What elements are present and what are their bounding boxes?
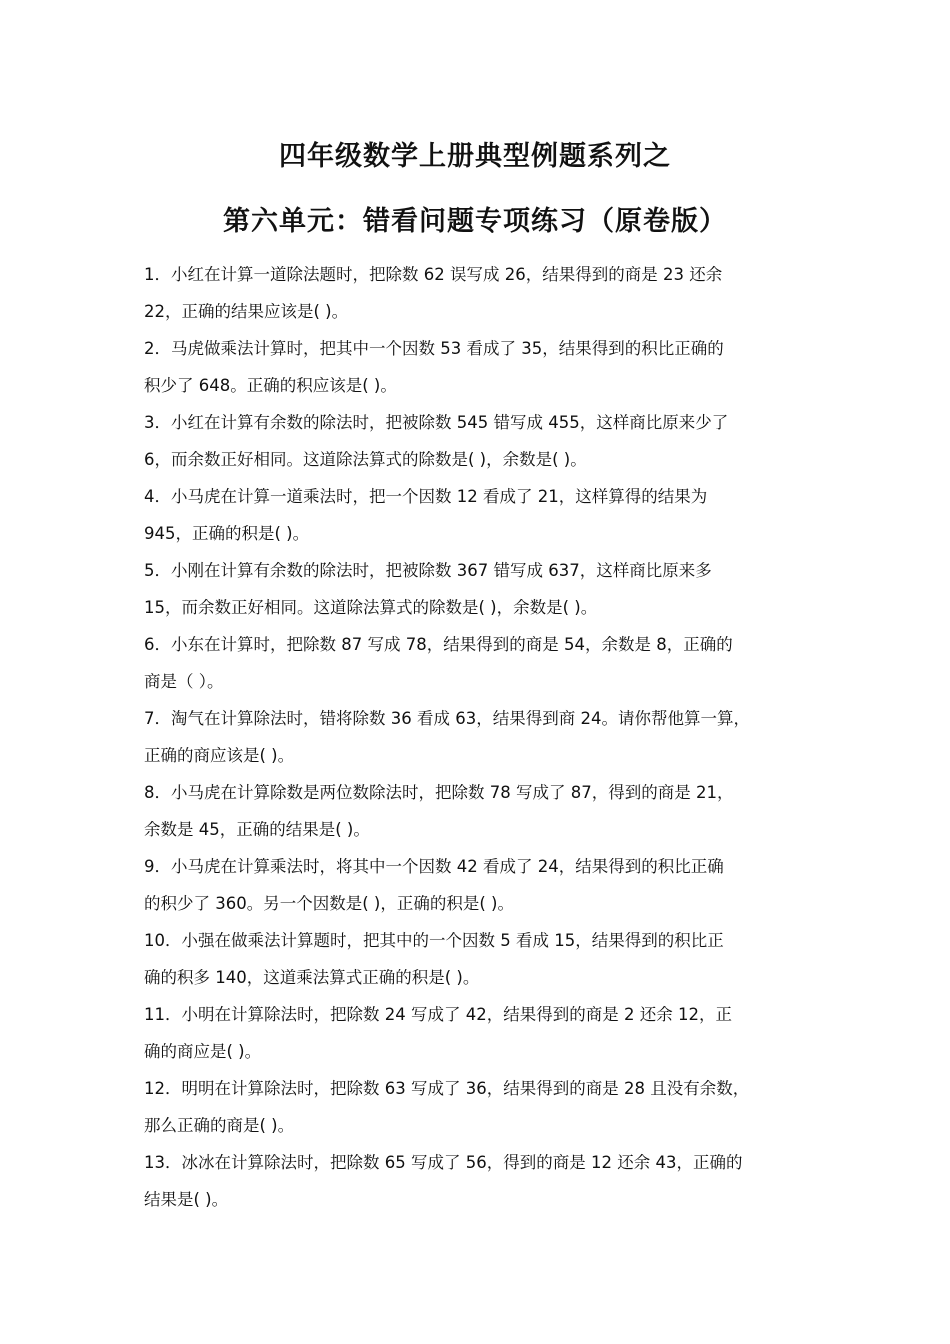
question-line: 结果是( )。 — [144, 1190, 229, 1209]
question-line: 6．小东在计算时，把除数 87 写成 78，结果得到的商是 54，余数是 8，正确的 — [144, 635, 733, 654]
question-line: 7．淘气在计算除法时，错将除数 36 看成 63，结果得到商 24。请你帮他算一算， — [144, 709, 750, 728]
title-line-1: 四年级数学上册典型例题系列之 — [279, 141, 671, 172]
question-line: 945，正确的积是( )。 — [144, 524, 310, 543]
question-line: 12．明明在计算除法时，把除数 63 写成了 36，结果得到的商是 28 且没有余数， — [144, 1079, 750, 1098]
question-2 — [144, 330, 824, 404]
question-4 — [144, 478, 824, 552]
question-line: 8．小马虎在计算除数是两位数除法时，把除数 78 写成了 87，得到的商是 21， — [144, 783, 734, 802]
question-3 — [144, 404, 824, 478]
question-6 — [144, 626, 824, 700]
title-line-2: 第六单元：错看问题专项练习（原卷版） — [223, 206, 727, 237]
question-line: 那么正确的商是( )。 — [144, 1116, 295, 1135]
question-5 — [144, 552, 824, 626]
question-line: 5．小刚在计算有余数的除法时，把被除数 367 错写成 637，这样商比原来多 — [144, 561, 712, 580]
question-line: 1．小红在计算一道除法题时，把除数 62 误写成 26，结果得到的商是 23 还余 — [144, 265, 723, 284]
question-7 — [144, 700, 824, 774]
question-13 — [144, 1144, 824, 1218]
question-line: 余数是 45，正确的结果是( )。 — [144, 820, 370, 839]
question-1 — [144, 256, 824, 330]
question-line: 确的积多 140，这道乘法算式正确的积是( )。 — [144, 968, 480, 987]
question-line: 正确的商应该是( )。 — [144, 746, 295, 765]
question-11 — [144, 996, 824, 1070]
question-line: 22，正确的结果应该是( )。 — [144, 302, 349, 321]
question-9 — [144, 848, 824, 922]
question-line: 2．马虎做乘法计算时，把其中一个因数 53 看成了 35，结果得到的积比正确的 — [144, 339, 724, 358]
question-list — [144, 256, 824, 1218]
question-line: 9．小马虎在计算乘法时，将其中一个因数 42 看成了 24，结果得到的积比正确 — [144, 857, 724, 876]
question-line: 积少了 648。正确的积应该是( )。 — [144, 376, 397, 395]
question-10 — [144, 922, 824, 996]
question-line: 4．小马虎在计算一道乘法时，把一个因数 12 看成了 21，这样算得的结果为 — [144, 487, 708, 506]
question-line: 的积少了 360。另一个因数是( )，正确的积是( )。 — [144, 894, 514, 913]
question-line: 确的商应是( )。 — [144, 1042, 262, 1061]
question-line: 13．冰冰在计算除法时，把除数 65 写成了 56，得到的商是 12 还余 43，正确的 — [144, 1153, 743, 1172]
question-line: 3．小红在计算有余数的除法时，把被除数 545 错写成 455，这样商比原来少了 — [144, 413, 729, 432]
question-line: 6，而余数正好相同。这道除法算式的除数是( )，余数是( )。 — [144, 450, 587, 469]
question-8 — [144, 774, 824, 848]
question-line: 商是（ ）。 — [144, 672, 224, 691]
question-line: 10．小强在做乘法计算题时，把其中的一个因数 5 看成 15，结果得到的积比正 — [144, 931, 724, 950]
question-line: 15，而余数正好相同。这道除法算式的除数是( )，余数是( )。 — [144, 598, 598, 617]
question-line: 11．小明在计算除法时，把除数 24 写成了 42，结果得到的商是 2 还余 12，正 — [144, 1005, 732, 1024]
question-12 — [144, 1070, 824, 1144]
